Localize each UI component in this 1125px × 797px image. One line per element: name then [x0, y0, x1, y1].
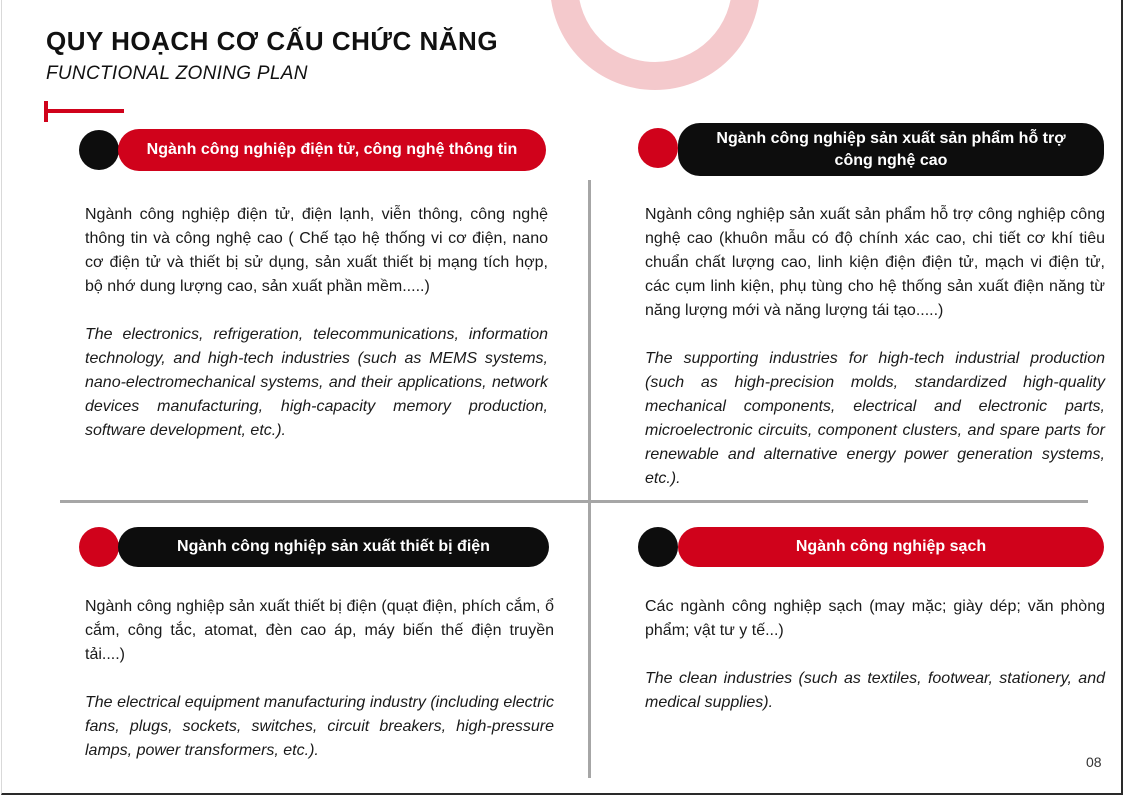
section-4-body — [645, 595, 1105, 715]
section-2-body — [645, 203, 1105, 491]
section-3-vietnamese-text: Ngành công nghiệp sản xuất thiết bị điện (quạt điện, phích cắm, ổ cắm, công tắc, atomat, đèn cao áp, máy biến thế điện truyền tải....) — [85, 598, 554, 663]
section-2-english-text: The supporting industries for high-tech industrial production (such as high-precision molds, standardized high-quality mechanical components, electrical and electronic parts, microelectronic circuits, component clusters, and spare parts for renewable and alternative energy power generation systems, etc.). — [645, 350, 1105, 487]
accent-bar — [46, 109, 124, 113]
vertical-divider — [588, 180, 591, 778]
section-1-body — [85, 203, 548, 443]
section-3-dot — [79, 527, 119, 567]
section-4-vietnamese-text: Các ngành công nghiệp sạch (may mặc; giày dép; văn phòng phẩm; vật tư y tế...) — [645, 598, 1105, 639]
section-2-heading: Ngành công nghiệp sản xuất sản phẩm hỗ trợ công nghệ cao — [678, 123, 1104, 176]
section-4-dot — [638, 527, 678, 567]
section-4-english-text: The clean industries (such as textiles, footwear, stationery, and medical supplies). — [645, 670, 1105, 711]
section-4-heading: Ngành công nghiệp sạch — [678, 527, 1104, 567]
decorative-ring — [550, 0, 760, 90]
section-3-heading: Ngành công nghiệp sản xuất thiết bị điện — [118, 527, 549, 567]
page-subtitle: FUNCTIONAL ZONING PLAN — [46, 63, 308, 84]
horizontal-divider — [60, 500, 1088, 503]
section-1-heading: Ngành công nghiệp điện tử, công nghệ thông tin — [118, 129, 546, 171]
page-number: 08 — [1086, 754, 1102, 770]
page-title: QUY HOẠCH CƠ CẤU CHỨC NĂNG — [46, 26, 499, 56]
section-1-dot — [79, 130, 119, 170]
section-1-english-text: The electronics, refrigeration, telecommunications, information technology, and high-tech industries (such as MEMS systems, nano-electromechanical systems, and their applications, network devices manufacturing, high-capacity memory production, software development, etc.). — [85, 326, 548, 439]
section-2-vietnamese-text: Ngành công nghiệp sản xuất sản phẩm hỗ trợ công nghiệp công nghệ cao (khuôn mẫu có độ chính xác cao, chi tiết cơ khí tiêu chuẩn chất lượng cao, linh kiện điện điện tử, mạch vi điện tử, các cụm linh kiện, phụ tùng cho hệ thống sản xuất điện năng từ năng lượng mới và năng lượng tái tạo.....) — [645, 206, 1105, 319]
section-3-body — [85, 595, 554, 763]
section-2-dot — [638, 128, 678, 168]
section-1-vietnamese-text: Ngành công nghiệp điện tử, điện lạnh, viễn thông, công nghệ thông tin và công nghệ cao ( Chế tạo hệ thống vi cơ điện, nano cơ điện tử và thiết bị sử dụng, sản xuất thiết bị mạng tích hợp, bộ nhớ dung lượng cao, sản xuất phần mềm.....) — [85, 206, 548, 295]
section-3-english-text: The electrical equipment manufacturing industry (including electric fans, plugs, sockets, switches, circuit breakers, high-pressure lamps, power transformers, etc.). — [85, 694, 554, 759]
